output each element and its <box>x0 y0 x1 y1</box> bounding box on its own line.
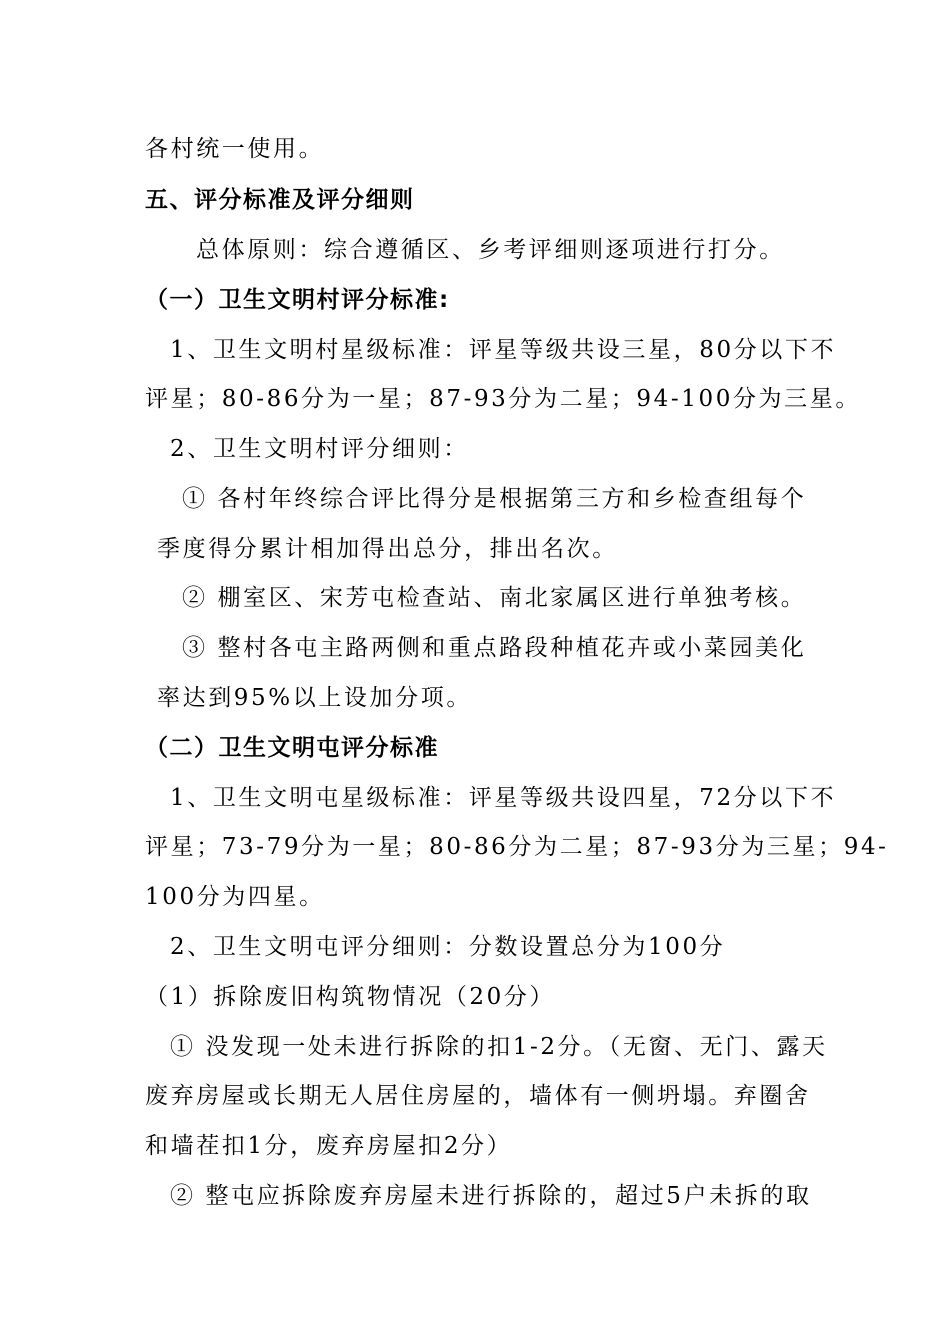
text-line-continuation: 各村统一使用。 <box>145 136 325 162</box>
list-item-village-rule-3: ③ 整村各屯主路两侧和重点路段种植花卉或小菜园美化 <box>182 635 807 661</box>
text-line-hamlet-star-standard-cont: 评星；73-79分为一星；80-86分为二星；87-93分为三星；94- <box>145 834 889 860</box>
list-item-demolition-rule-1: ① 没发现一处未进行拆除的扣1-2分。（无窗、无门、露天 <box>170 1034 828 1060</box>
text-line-hamlet-star-standard-end: 100分为四星。 <box>145 884 325 910</box>
text-line-hamlet-star-standard: 1、卫生文明屯星级标准：评星等级共设四星，72分以下不 <box>170 785 837 811</box>
text-line-general-principle: 总体原则：综合遵循区、乡考评细则逐项进行打分。 <box>196 237 785 263</box>
list-item-village-rule-1-cont: 季度得分累计相加得出总分，排出名次。 <box>157 536 618 562</box>
list-item-village-rule-1: ① 各村年终综合评比得分是根据第三方和乡检查组每个 <box>182 486 807 512</box>
section-heading-scoring: 五、评分标准及评分细则 <box>145 187 415 213</box>
text-line-village-star-standard: 1、卫生文明村星级标准：评星等级共设三星，80分以下不 <box>170 337 837 363</box>
list-item-demolition-rule-1-cont: 废弃房屋或长期无人居住房屋的，墙体有一侧坍塌。弃圈舍 <box>145 1083 811 1109</box>
text-line-village-rules-heading: 2、卫生文明村评分细则： <box>170 436 469 462</box>
text-line-village-star-standard-cont: 评星；80-86分为一星；87-93分为二星；94-100分为三星。 <box>145 386 861 412</box>
text-line-demolition-section: （1）拆除废旧构筑物情况（20分） <box>145 984 556 1010</box>
list-item-village-rule-2: ② 棚室区、宋芳屯检查站、南北家属区进行单独考核。 <box>182 585 807 611</box>
list-item-demolition-rule-1-end: 和墙茬扣1分，废弃房屋扣2分） <box>145 1133 513 1159</box>
subsection-heading-village: （一）卫生文明村评分标准: <box>145 287 450 313</box>
list-item-village-rule-3-cont: 率达到95%以上设加分项。 <box>157 685 472 711</box>
text-line-hamlet-rules-heading: 2、卫生文明屯评分细则：分数设置总分为100分 <box>170 934 726 960</box>
subsection-heading-hamlet: （二）卫生文明屯评分标准 <box>145 735 439 761</box>
list-item-demolition-rule-2: ② 整屯应拆除废弃房屋未进行拆除的，超过5户未拆的取 <box>170 1183 812 1209</box>
